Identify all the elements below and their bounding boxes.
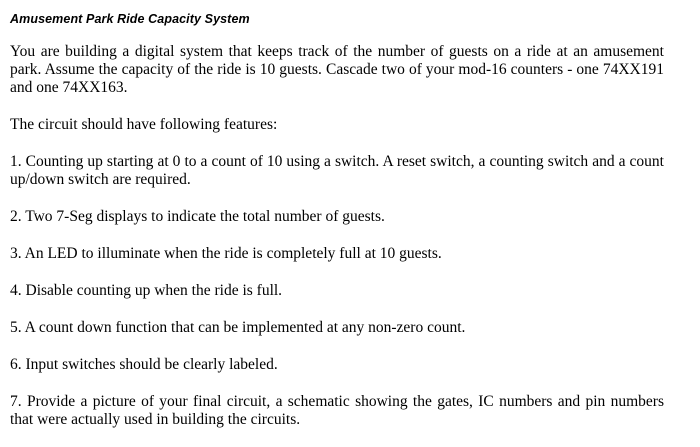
feature-item-6: 6. Input switches should be clearly labeled. [10,356,278,373]
feature-item-3: 3. An LED to illuminate when the ride is completely full at 10 guests. [10,245,442,262]
feature-item-2: 2. Two 7-Seg displays to indicate the total number of guests. [10,208,385,225]
feature-item-7: 7. Provide a picture of your final circuit, a schematic showing the gates, IC numbers and pin numbers that were actually used in building the circuits. [10,393,664,428]
feature-item-4: 4. Disable counting up when the ride is full. [10,282,283,299]
feature-item-5: 5. A count down function that can be implemented at any non-zero count. [10,319,466,336]
intro-paragraph: You are building a digital system that keeps track of the number of guests on a ride at an amusement park. Assume the capacity of the ride is 10 guests. Cascade two of your mod-16 counters - one 74XX191 and one 74XX163. [10,43,664,96]
features-heading: The circuit should have following features: [10,116,278,133]
document-title: Amusement Park Ride Capacity System [10,12,250,26]
feature-item-1: 1. Counting up starting at 0 to a count of 10 using a switch. A reset switch, a counting switch and a count up/down switch are required. [10,153,664,188]
